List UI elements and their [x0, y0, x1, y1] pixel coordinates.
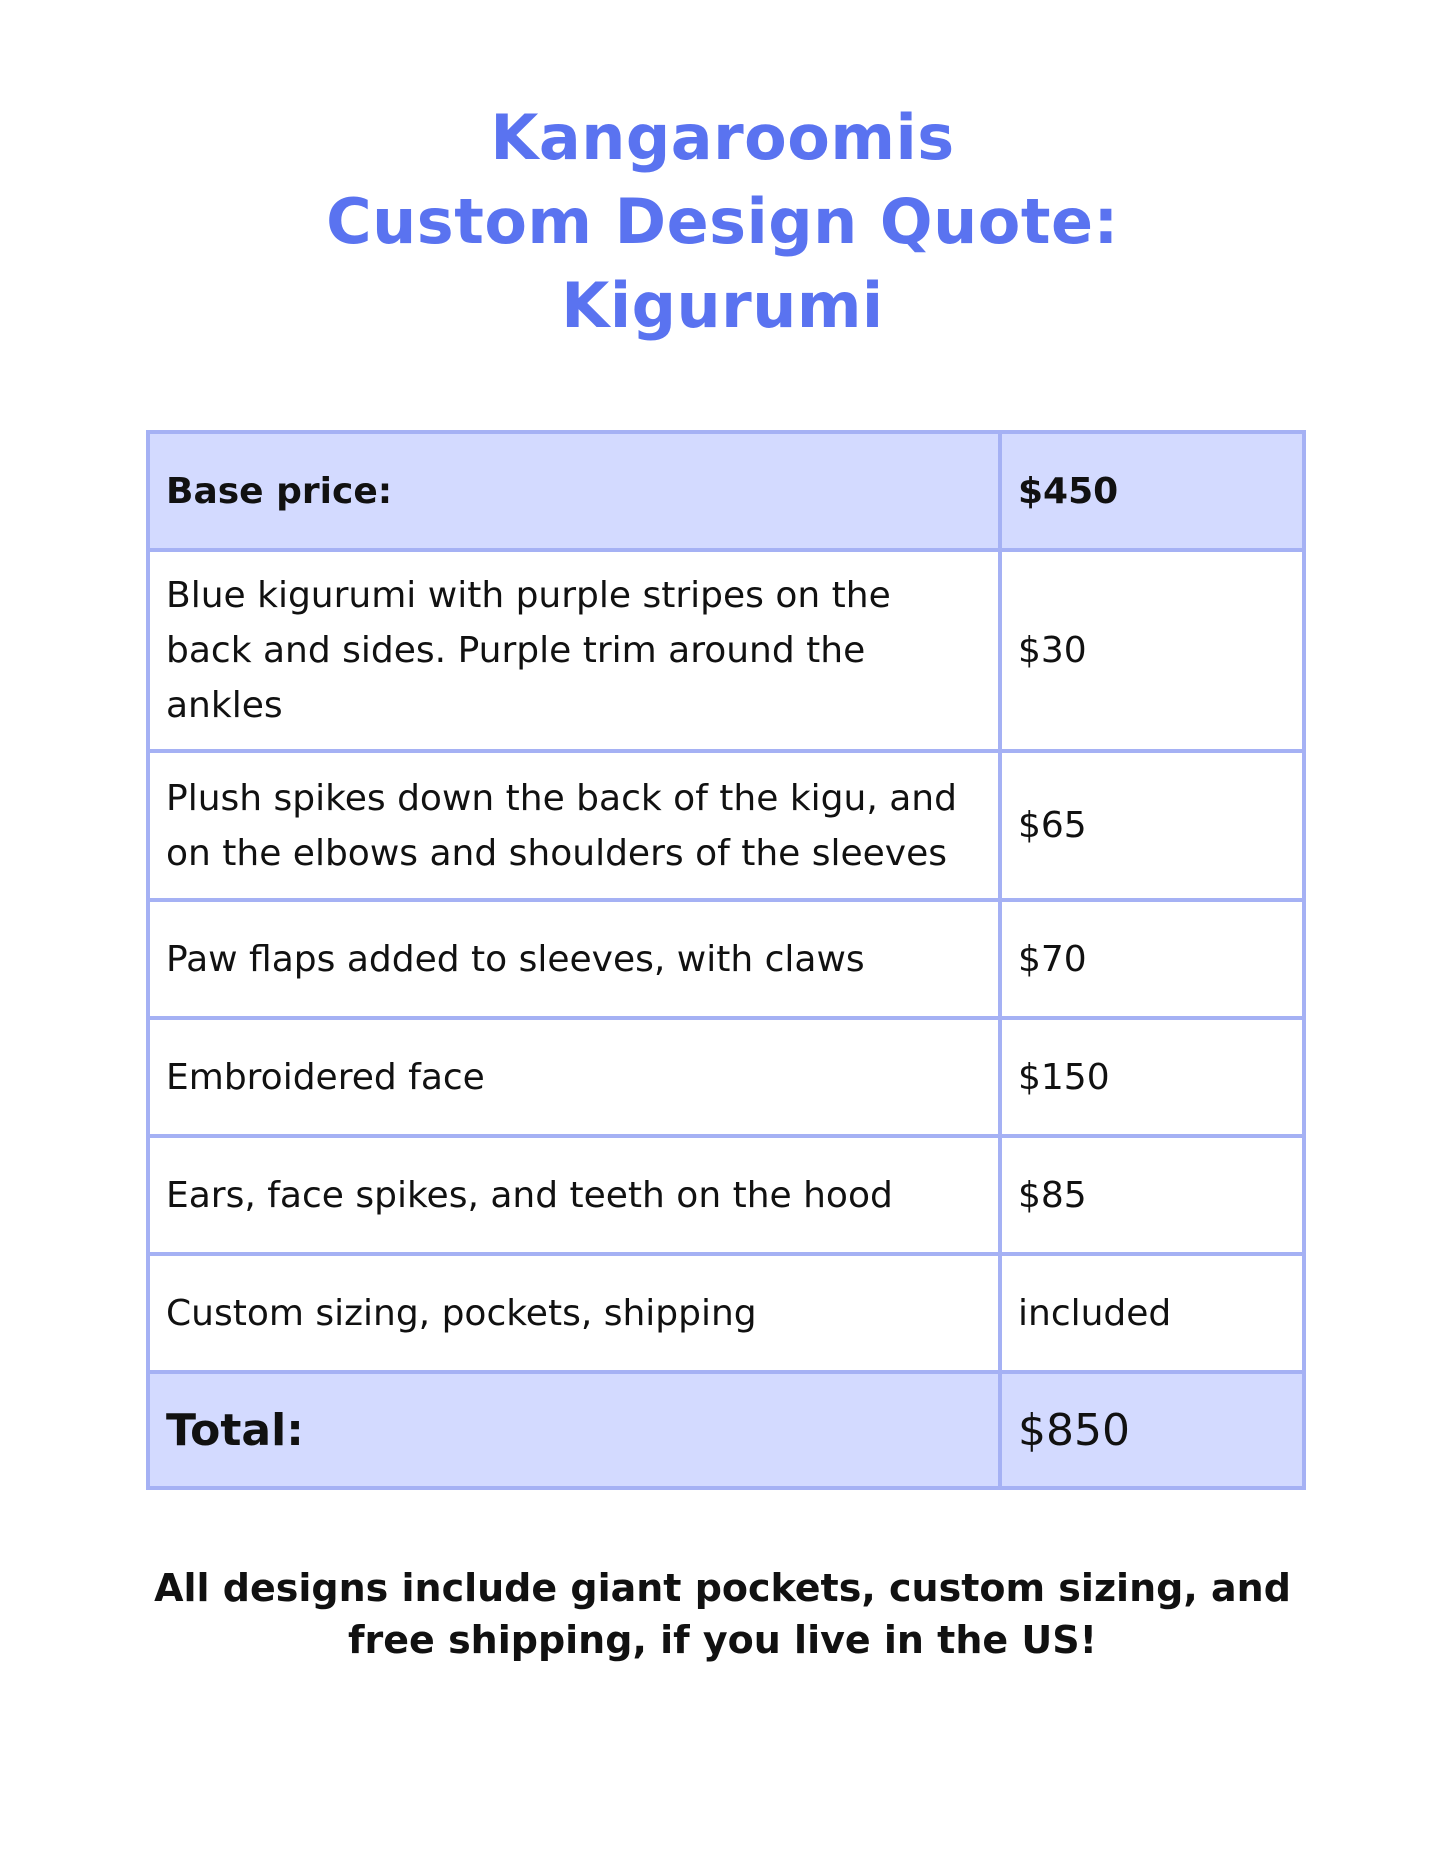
item-price: $65 — [1000, 751, 1304, 900]
base-price-row — [148, 432, 1304, 550]
quote-table — [146, 430, 1306, 1490]
table-row — [148, 1254, 1304, 1372]
item-description: Embroidered face — [148, 1018, 1000, 1136]
item-description: Blue kigurumi with purple stripes on the back and sides. Purple trim around the ankles — [148, 550, 1000, 751]
item-description: Custom sizing, pockets, shipping — [148, 1254, 1000, 1372]
footnote-line-1: All designs include giant pockets, custom sizing, and — [154, 1566, 1291, 1610]
table-row — [148, 1018, 1304, 1136]
item-price: $30 — [1000, 550, 1304, 751]
item-description: Paw flaps added to sleeves, with claws — [148, 900, 1000, 1018]
title-subtitle: Custom Design Quote: — [326, 185, 1119, 258]
table-row — [148, 900, 1304, 1018]
base-price-value: $450 — [1000, 432, 1304, 550]
footnote — [0, 1562, 1445, 1666]
item-description: Plush spikes down the back of the kigu, and on the elbows and shoulders of the sleeves — [148, 751, 1000, 900]
title-brand: Kangaroomis — [490, 101, 955, 174]
table-row — [148, 550, 1304, 751]
item-price: included — [1000, 1254, 1304, 1372]
item-price: $70 — [1000, 900, 1304, 1018]
page-title — [0, 96, 1445, 348]
table-row — [148, 1136, 1304, 1254]
table-row — [148, 751, 1304, 900]
base-price-label: Base price: — [148, 432, 1000, 550]
item-description: Ears, face spikes, and teeth on the hood — [148, 1136, 1000, 1254]
total-row — [148, 1372, 1304, 1488]
title-product: Kigurumi — [561, 269, 884, 342]
total-label: Total: — [148, 1372, 1000, 1488]
total-value: $850 — [1000, 1372, 1304, 1488]
item-price: $150 — [1000, 1018, 1304, 1136]
footnote-line-2: free shipping, if you live in the US! — [348, 1618, 1097, 1662]
item-price: $85 — [1000, 1136, 1304, 1254]
